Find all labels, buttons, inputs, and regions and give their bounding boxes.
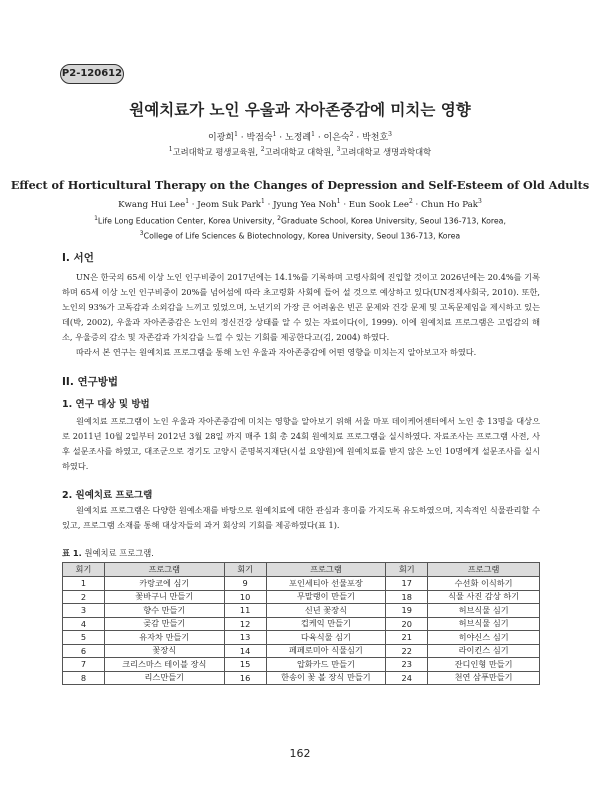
table-cell: 크리스마스 테이블 장식	[104, 658, 224, 672]
table-cell: 수선화 이식하기	[428, 577, 540, 591]
author-ko: 이광희	[208, 133, 235, 143]
table-cell: 11	[224, 604, 266, 618]
table-row	[63, 590, 540, 604]
table-cell: 6	[63, 644, 105, 658]
table-cell: 무말랭이 만들기	[266, 590, 386, 604]
subsection-heading-subjects: 1. 연구 대상 및 방법	[62, 399, 150, 410]
methods-paragraph-2: 원예치료 프로그램은 다양한 원예소재를 바탕으로 원예치료에 대한 관심과 흥미를 가지도록 유도하였으며, 지속적인 식물관리할 수 있고, 프로그램 소재를 통해 대상자들의 과거 회상의 기회를 제공하였다(표 1).	[62, 505, 540, 530]
table-cell: 신년 꽃장식	[266, 604, 386, 618]
page-number: 162	[289, 747, 311, 760]
author-en: Jyung Yea Noh	[273, 199, 337, 210]
table-cell: 9	[224, 577, 266, 591]
methods-paragraph-1: 원예치료 프로그램이 노인 우울과 자아존중감에 미치는 영향을 알아보기 위해 서울 마포 데이케어센터에서 노인 총 13명을 대상으로 2011년 10월 2일부터 2012년 3월 28일 까지 매주 1회 총 24회 원예치료 프로그램을 실시하였다. 자료조사는 프로그램 사전, 사후 설문조사를 하였고, 대조군으로 경기도 고양시 준명복지재단(시설 요양원)에 원예치료를 받지 않은 노인 10명에게 설문조사를 실시하였다.	[62, 416, 540, 471]
affiliations-korean: $^1$고려대학교 평생교육원, $^2$고려대학교 대학원, $^3$고려대학교 생명과학대학	[168, 146, 432, 157]
author-en: Jeom Suk Park	[197, 199, 262, 210]
author-ko: 이은숙	[323, 133, 350, 143]
table-cell: 히야신스 심기	[428, 631, 540, 645]
table-row	[63, 631, 540, 645]
table-cell: 20	[386, 617, 428, 631]
table-cell: 페페로미아 식물심기	[266, 644, 386, 658]
table-row	[63, 644, 540, 658]
table-cell: 24	[386, 671, 428, 685]
table-cell: 17	[386, 577, 428, 591]
table-cell: 4	[63, 617, 105, 631]
table-cell: 리스만들기	[104, 671, 224, 685]
authors-korean: 이광희$^1$ · 박점숙$^1$ · 노정례$^1$ · 이은숙$^2$ · 박천호$^3$	[208, 131, 392, 143]
table-header-row	[63, 563, 540, 577]
table-caption: 표 1. 원예치료 프로그램.	[62, 548, 154, 558]
table-cell: 카랑코에 심기	[104, 577, 224, 591]
table-cell: 22	[386, 644, 428, 658]
table-cell: 향수 만들기	[104, 604, 224, 618]
author-ko: 노정례	[285, 133, 312, 143]
table-cell: 라이킨스 심기	[428, 644, 540, 658]
table-cell: 8	[63, 671, 105, 685]
section-heading-intro: I. 서언	[62, 252, 94, 264]
author-en: Eun Sook Lee	[348, 199, 409, 210]
table-cell: 3	[63, 604, 105, 618]
table-row	[63, 604, 540, 618]
title-english: Effect of Horticultural Therapy on the Changes of Depression and Self-Esteem of Old Adults	[10, 178, 590, 192]
table-cell: 컵케익 만들기	[266, 617, 386, 631]
header-session: 회기	[386, 563, 428, 577]
table-row	[63, 577, 540, 591]
header-session: 회기	[63, 563, 105, 577]
table-cell: 12	[224, 617, 266, 631]
table-cell: 19	[386, 604, 428, 618]
affiliations-english: $^1$Life Long Education Center, Korea University, $^2$Graduate School, Korea University, Seoul 136-713, Korea, $^3$College of Life Sciences & Biotechnology, Korea University, Seoul 136-713, Korea	[94, 215, 506, 241]
table-cell: 10	[224, 590, 266, 604]
table-cell: 5	[63, 631, 105, 645]
table-cell: 곶감 만들기	[104, 617, 224, 631]
table-cell: 14	[224, 644, 266, 658]
table-cell: 포인세티아 선물포장	[266, 577, 386, 591]
table-cell: 1	[63, 577, 105, 591]
table-cell: 압화카드 만들기	[266, 658, 386, 672]
table-row	[63, 658, 540, 672]
section-heading-methods: II. 연구방법	[62, 376, 119, 388]
author-ko: 박점숙	[246, 133, 273, 143]
program-table	[62, 562, 540, 685]
table-cell: 21	[386, 631, 428, 645]
intro-paragraph-1: UN은 한국의 65세 이상 노인 인구비중이 2017년에는 14.1%를 기록하며 고령사회에 진입할 것이고 2026년에는 20.4%를 기록하며 65세 이상 노인 인구비중이 20%를 넘어섬에 따라 초고령화 사회에 들어 설 것으로 예상하고 있다(UN경제사회국, 2010). 또한, 노인의 93%가 고독감과 소외감을 느끼고 있었으며, 노년기의 가장 큰 어려움은 빈곤 문제와 건강 문제 및 고독문제임을 제시하고 있는데(박, 2002), 우울과 자아존중감은 노인의 정신건강 상태를 알 수 있는 자료이다(이, 1999). 이에 원예치료 프로그램은 고립감의 해소, 우울증의 감소 및 자존감과 가치감을 느낄 수 있는 기회를 제공한다고(김, 2004) 하였다.	[62, 272, 540, 342]
table-cell: 허브식물 심기	[428, 617, 540, 631]
table-cell: 한송이 꽃 볼 장식 만들기	[266, 671, 386, 685]
header-program: 프로그램	[104, 563, 224, 577]
table-row	[63, 671, 540, 685]
header-session: 회기	[224, 563, 266, 577]
subsection-heading-program: 2. 원예치료 프로그램	[62, 490, 153, 501]
table-cell: 23	[386, 658, 428, 672]
table-cell: 18	[386, 590, 428, 604]
table-cell: 허브식물 심기	[428, 604, 540, 618]
table-cell: 16	[224, 671, 266, 685]
table-cell: 꽃장식	[104, 644, 224, 658]
author-en: Chun Ho Pak	[420, 199, 479, 210]
table-cell: 2	[63, 590, 105, 604]
table-cell: 식물 사진 감상 하기	[428, 590, 540, 604]
table-cell: 유자차 만들기	[104, 631, 224, 645]
table-cell: 천연 삼푸만들기	[428, 671, 540, 685]
title-korean: 원예치료가 노인 우울과 자아존중감에 미치는 영향	[129, 100, 471, 119]
table-cell: 15	[224, 658, 266, 672]
table-cell: 13	[224, 631, 266, 645]
paper-code-badge: P2-120612	[60, 64, 124, 84]
table-cell: 7	[63, 658, 105, 672]
authors-english: Kwang Hui Lee$^1$ · Jeom Suk Park$^1$ · Jyung Yea Noh$^1$ · Eun Sook Lee$^2$ · Chun Ho Pak$^3$	[118, 198, 482, 210]
table-cell: 꽃바구니 만들기	[104, 590, 224, 604]
table-cell: 다육식물 심기	[266, 631, 386, 645]
table-cell: 잔디인형 만들기	[428, 658, 540, 672]
header-program: 프로그램	[428, 563, 540, 577]
header-program: 프로그램	[266, 563, 386, 577]
intro-paragraph-2: 따라서 본 연구는 원예치료 프로그램을 통해 노인 우울과 자아존중감에 어떤 영향을 미치는지 알아보고자 하였다.	[76, 347, 477, 357]
author-ko: 박천호	[362, 133, 389, 143]
table-row	[63, 617, 540, 631]
author-en: Kwang Hui Lee	[118, 199, 186, 210]
